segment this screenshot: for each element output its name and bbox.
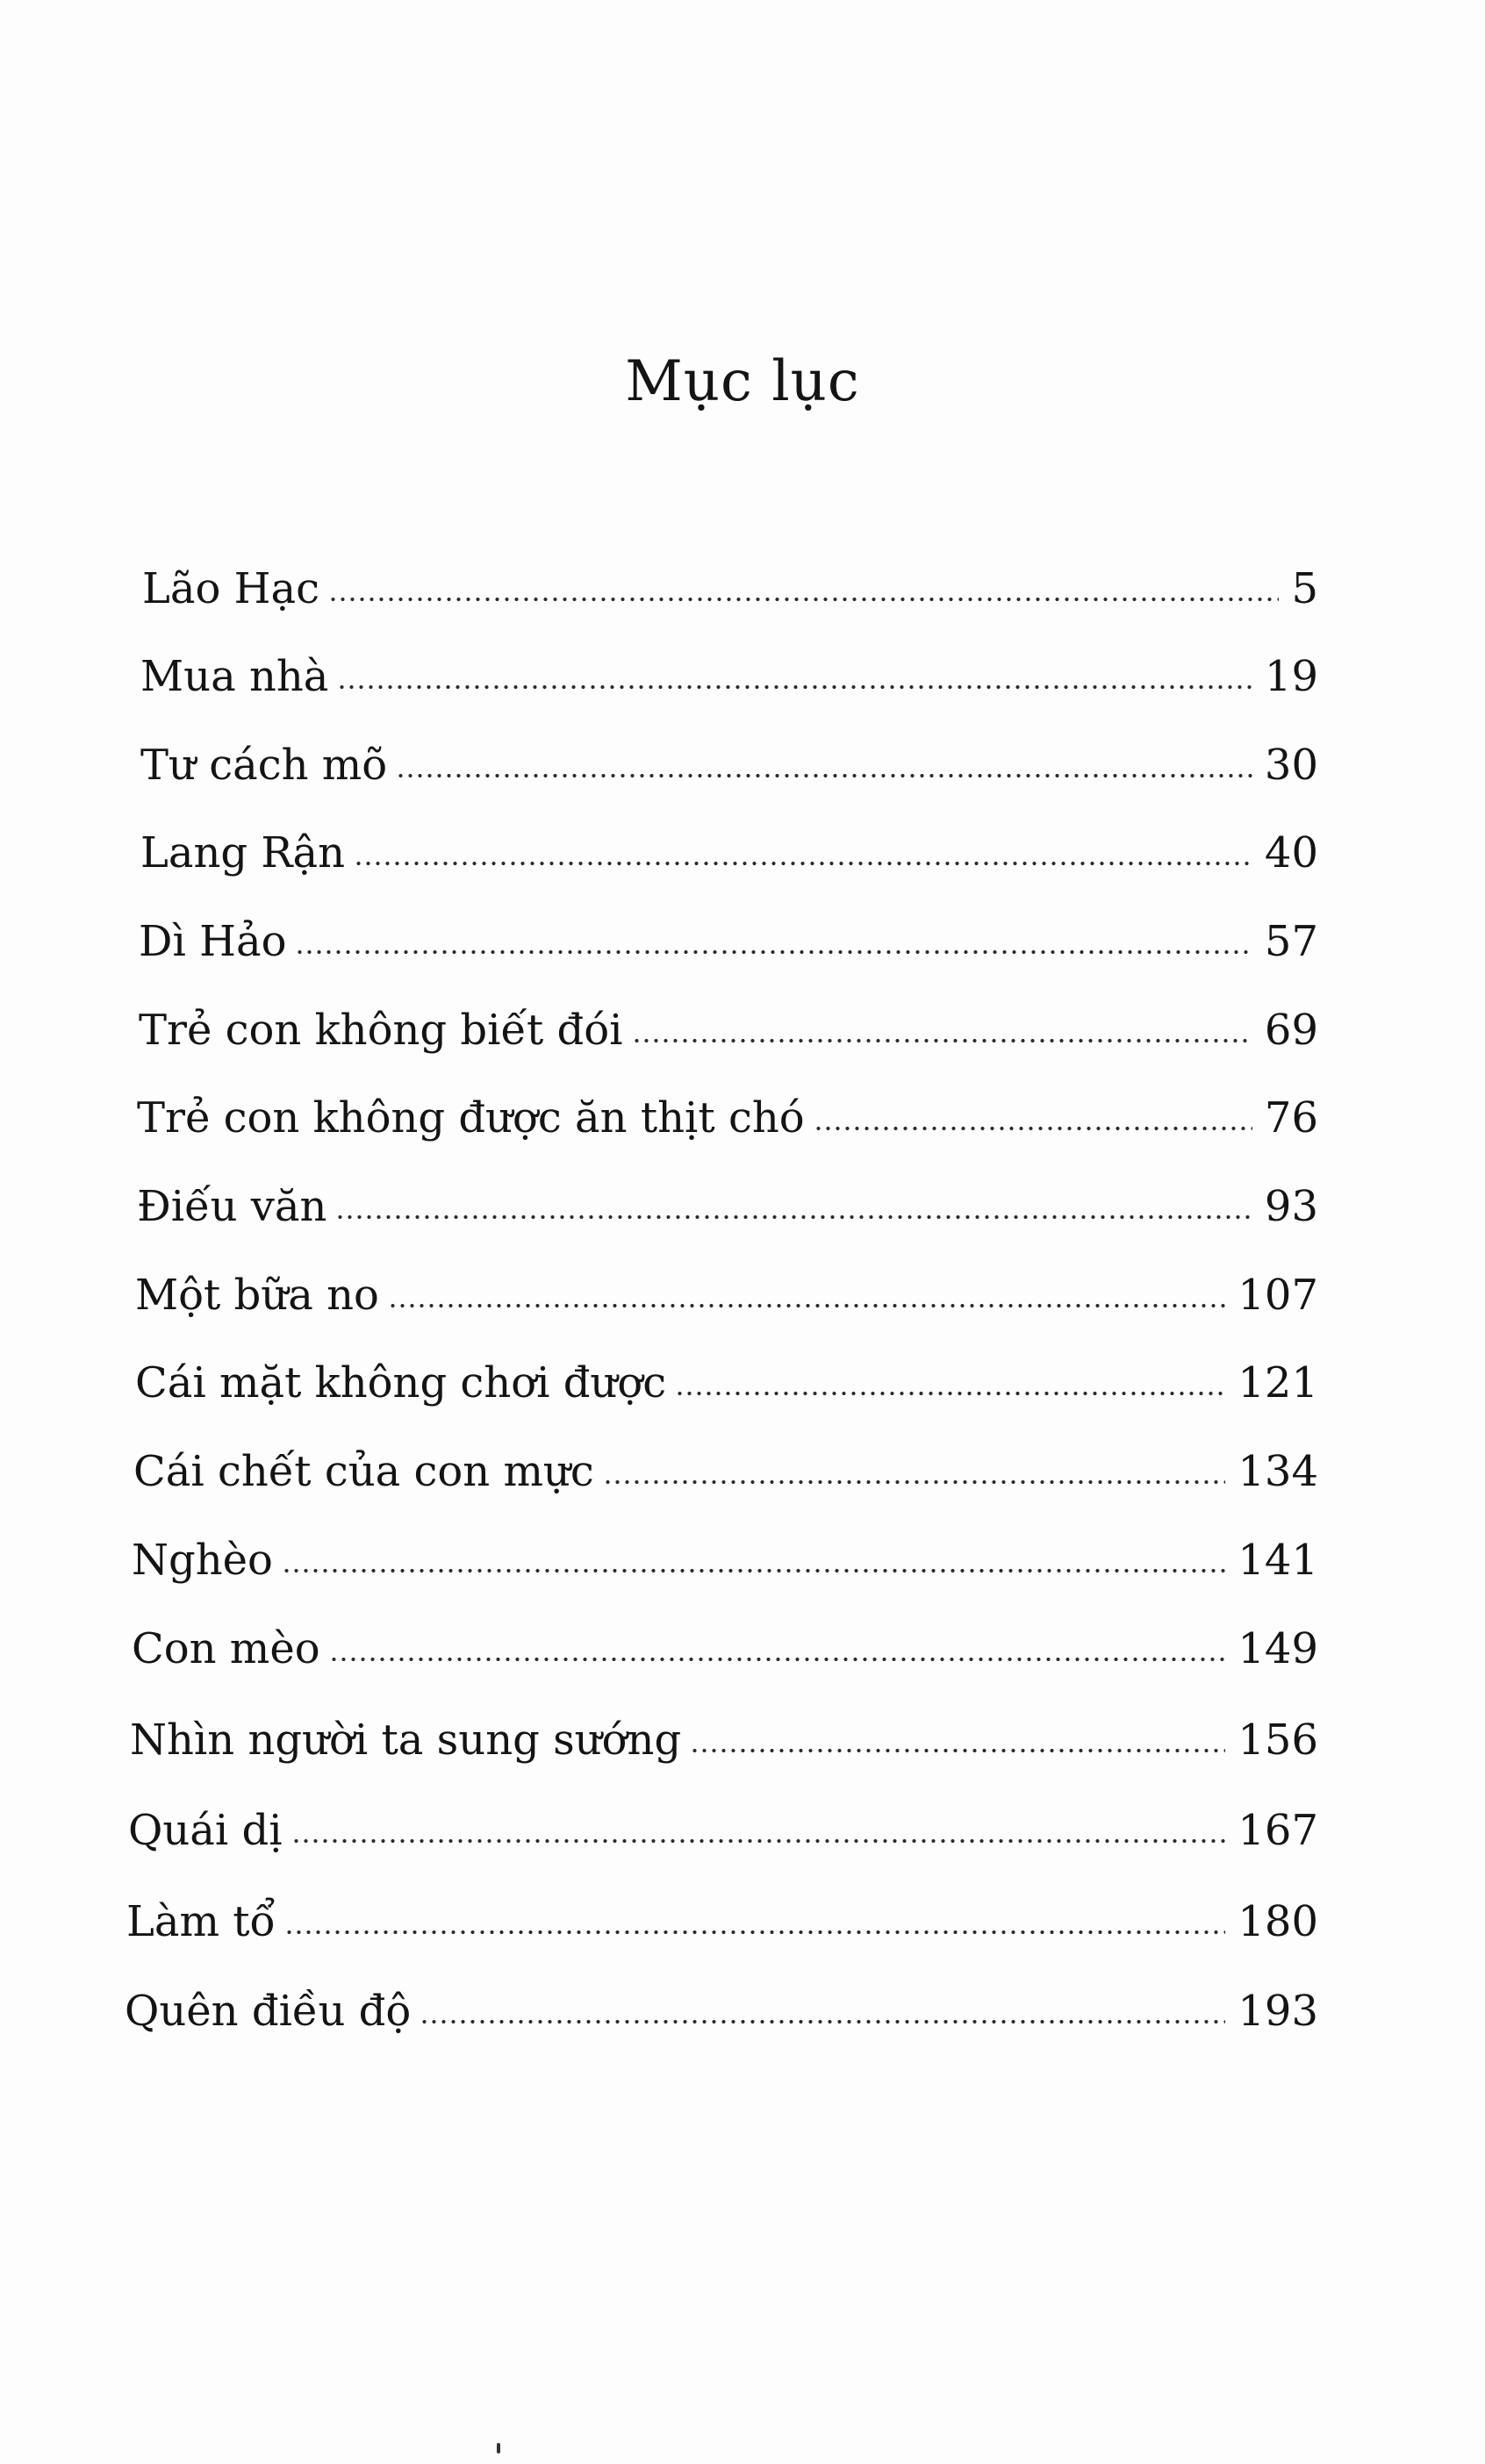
dot-leader [603, 1479, 1226, 1486]
toc-entry-page: 180 [1238, 1897, 1318, 1946]
toc-entry-title: Tư cách mõ [140, 741, 388, 790]
dot-leader [337, 684, 1252, 691]
scan-speck [497, 2443, 500, 2453]
dot-leader [388, 1302, 1225, 1309]
toc-entry [137, 1166, 1318, 1231]
toc-entry [140, 636, 1318, 701]
toc-entry-title: Cái chết của con mực [133, 1447, 594, 1496]
dot-leader [420, 2018, 1225, 2025]
toc-entry-page: 193 [1238, 1987, 1318, 2036]
toc-entry-page: 5 [1291, 564, 1318, 613]
toc-entry-title: Quên điều độ [125, 1987, 412, 2036]
toc-entry-page: 19 [1264, 652, 1318, 701]
toc-entry-page: 134 [1238, 1447, 1318, 1496]
dot-leader [291, 1837, 1226, 1844]
toc-entry-title: Quái dị [128, 1806, 283, 1855]
dot-leader [814, 1125, 1252, 1132]
dot-leader [282, 1567, 1225, 1574]
toc-entry [139, 990, 1318, 1055]
toc-entry-title: Mua nhà [140, 652, 329, 701]
toc-entry [142, 548, 1318, 613]
toc-entry [140, 725, 1318, 790]
toc-entry-title: Con mèo [132, 1624, 320, 1673]
toc-entry-page: 93 [1264, 1182, 1318, 1231]
dot-leader [675, 1390, 1225, 1397]
toc-entry [133, 1431, 1318, 1496]
toc-entry [137, 1078, 1318, 1142]
toc-entry [128, 1790, 1318, 1855]
toc-entry [130, 1700, 1318, 1765]
toc-entry [125, 1971, 1318, 2036]
toc-entry-title: Điếu văn [137, 1182, 327, 1231]
toc-entry [139, 901, 1318, 966]
toc-entry-title: Dì Hảo [139, 917, 287, 966]
dot-leader [329, 1656, 1226, 1663]
toc-entry-page: 107 [1238, 1271, 1318, 1320]
toc-entry-page: 149 [1238, 1624, 1318, 1673]
page-title: Mục lục [625, 349, 860, 414]
toc-entry-page: 141 [1238, 1536, 1318, 1585]
toc-entry-page: 76 [1264, 1093, 1318, 1142]
toc-entry-title: Nghèo [132, 1536, 273, 1585]
toc-entry-page: 69 [1264, 1006, 1318, 1055]
toc-entry-page: 57 [1264, 917, 1318, 966]
toc-entry [135, 1343, 1318, 1407]
dot-leader [354, 860, 1252, 867]
toc-entry-page: 156 [1238, 1715, 1318, 1765]
dot-leader [690, 1747, 1225, 1754]
toc-entry-page: 121 [1238, 1358, 1318, 1407]
toc-entry-page: 40 [1264, 828, 1318, 877]
toc-entry-title: Một bữa no [135, 1271, 379, 1320]
dot-leader [295, 949, 1252, 956]
toc-entry-title: Lão Hạc [142, 564, 320, 613]
toc-entry-page: 30 [1264, 741, 1318, 790]
toc-entry [135, 1255, 1318, 1320]
toc-entry-page: 167 [1238, 1806, 1318, 1855]
dot-leader [284, 1929, 1225, 1936]
dot-leader [632, 1037, 1252, 1044]
toc-entry [132, 1608, 1318, 1673]
toc-entry-title: Trẻ con không biết đói [139, 1006, 623, 1055]
dot-leader [335, 1214, 1252, 1221]
toc-entry-title: Làm tổ [126, 1897, 276, 1946]
toc-entry [132, 1520, 1318, 1585]
toc-entry [140, 813, 1318, 877]
toc-entry-title: Cái mặt không chơi được [135, 1358, 667, 1407]
toc-entry-title: Nhìn người ta sung sướng [130, 1715, 682, 1765]
toc-entry-title: Trẻ con không được ăn thịt chó [137, 1093, 805, 1142]
toc-entry [126, 1881, 1318, 1946]
dot-leader [396, 772, 1252, 779]
dot-leader [328, 596, 1279, 603]
toc-entry-title: Lang Rận [140, 828, 346, 877]
